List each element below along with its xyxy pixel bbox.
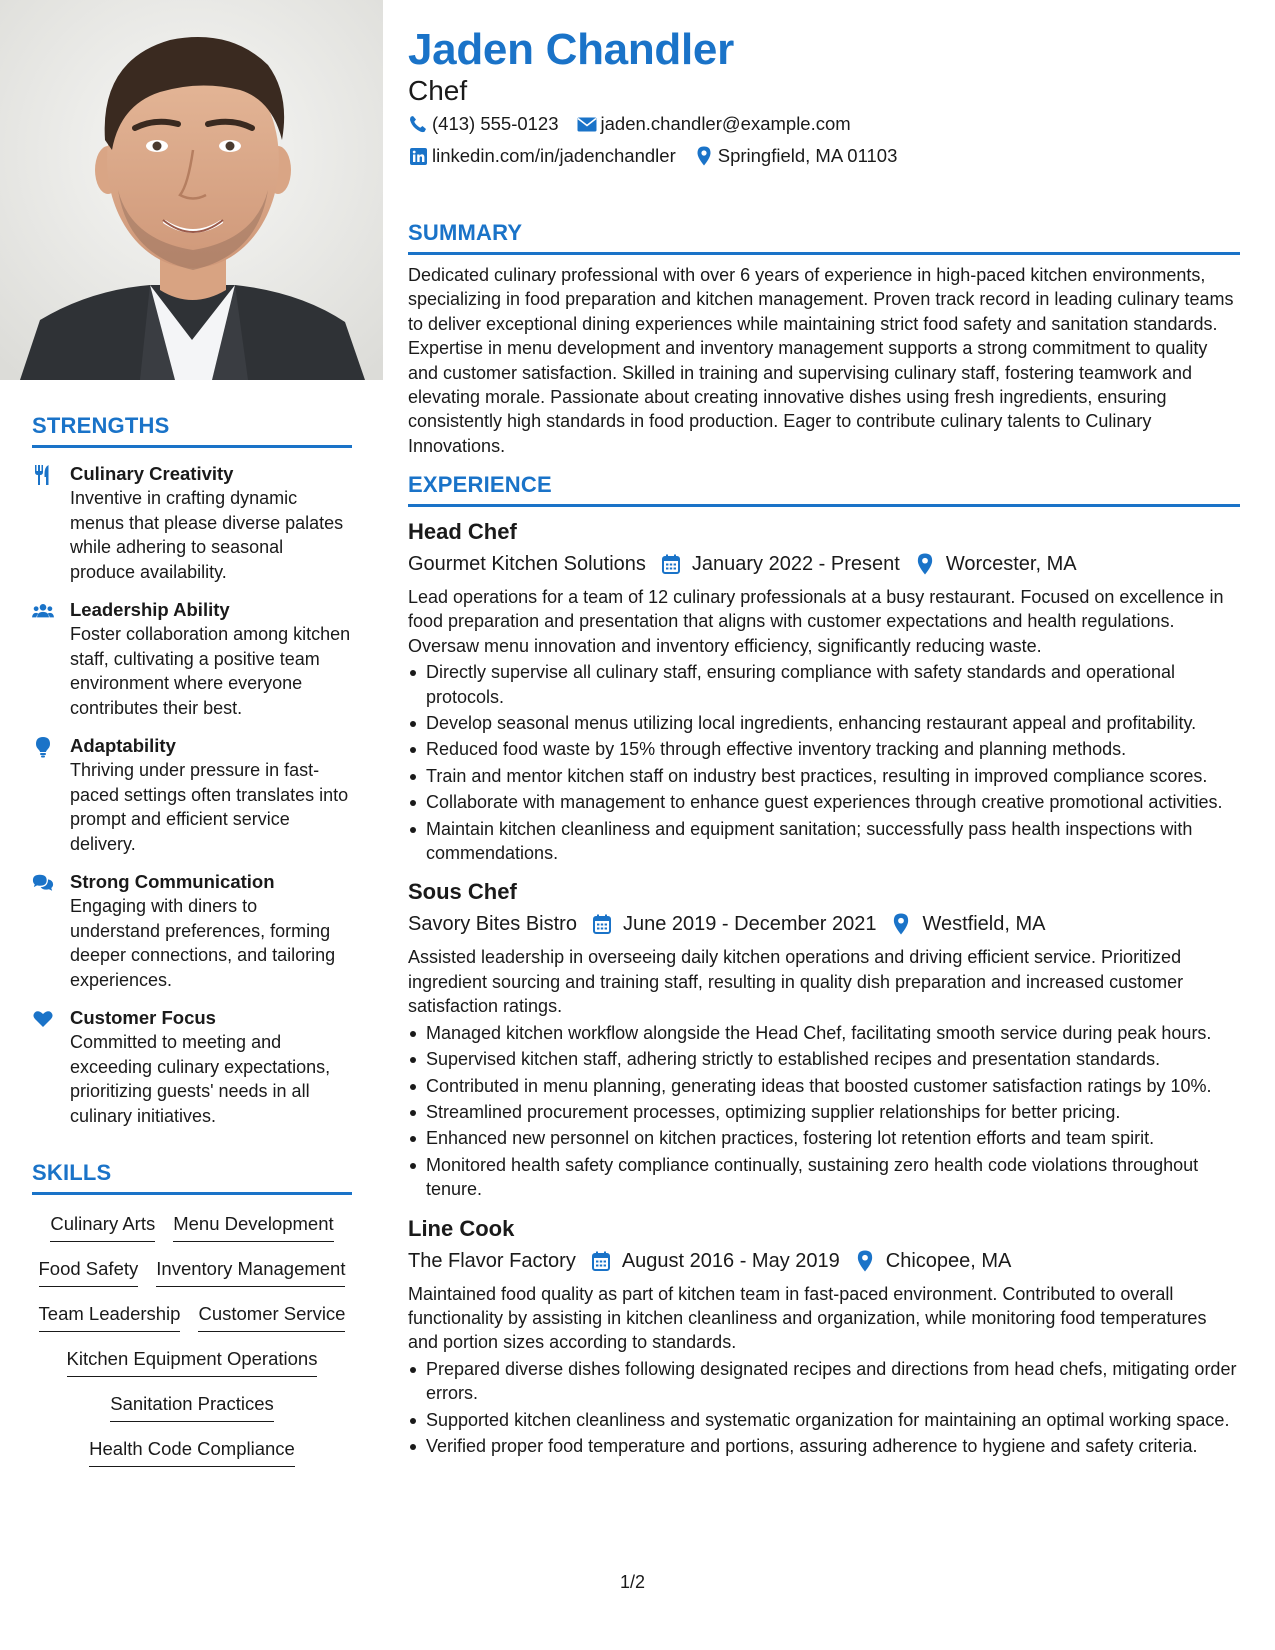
utensils-icon — [32, 464, 54, 486]
sidebar — [0, 0, 383, 1650]
strength-item — [32, 870, 352, 992]
strength-item — [32, 1006, 352, 1128]
profile-photo — [0, 0, 383, 380]
experience-section — [408, 472, 1240, 1458]
job-meta — [408, 549, 1240, 579]
job-bullet: Verified proper food temperature and portions, assuring adherence to hygiene and safety criteria. — [408, 1434, 1240, 1458]
comments-icon — [32, 872, 54, 894]
job-bullets — [408, 1021, 1240, 1202]
skill-tag: Food Safety — [39, 1250, 139, 1287]
job-bullet: Supported kitchen cleanliness and systematic organization for maintaining an optimal working space. — [408, 1408, 1240, 1432]
map-pin-icon — [854, 1250, 876, 1272]
map-pin-icon — [890, 913, 912, 935]
job-meta — [408, 1246, 1240, 1276]
job-bullet: Maintain kitchen cleanliness and equipment sanitation; successfully pass health inspections with commendations. — [408, 817, 1240, 866]
strength-desc: Inventive in crafting dynamic menus that please diverse palates while adhering to seasonal produce availability. — [70, 488, 344, 582]
job-bullet: Prepared diverse dishes following designated recipes and directions from head chefs, mitigating order errors. — [408, 1357, 1240, 1406]
job-description: Assisted leadership in overseeing daily kitchen operations and driving efficient service. Prioritized ingredient sourcing and training staff, resulting in quality dish preparation and increased customer satisfaction ratings. — [408, 947, 1184, 1017]
job-bullet: Reduced food waste by 15% through effective inventory tracking and planning methods. — [408, 737, 1240, 761]
calendar-icon — [590, 1250, 612, 1272]
job-company: The Flavor Factory — [408, 1249, 576, 1272]
job-entry — [408, 877, 1240, 1201]
contact-row — [408, 145, 915, 167]
job-bullet: Managed kitchen workflow alongside the Head Chef, facilitating smooth service during peak hours. — [408, 1021, 1240, 1045]
skill-tag: Inventory Management — [156, 1250, 345, 1287]
job-dates: January 2022 - Present — [691, 553, 900, 575]
job-bullet: Train and mentor kitchen staff on industry best practices, resulting in improved compliance scores. — [408, 764, 1240, 788]
job-bullet: Supervised kitchen staff, adhering strictly to established recipes and presentation standards. — [408, 1047, 1240, 1071]
phone-text: (413) 555-0123 — [432, 113, 559, 134]
summary-section — [408, 220, 1240, 458]
contact-row — [408, 113, 869, 135]
job-location: Worcester, MA — [945, 553, 1077, 575]
strength-desc: Engaging with diners to understand preferences, forming deeper connections, and tailoring experiences. — [70, 896, 336, 990]
job-bullets — [408, 660, 1240, 865]
summary-heading: SUMMARY — [408, 220, 1240, 255]
linkedin-icon — [408, 146, 428, 166]
strength-title: Adaptability — [70, 735, 176, 756]
phone-contact[interactable] — [408, 113, 559, 135]
map-pin-icon — [694, 146, 714, 166]
job-bullet: Monitored health safety compliance continually, sustaining zero health code violations throughout tenure. — [408, 1153, 1240, 1202]
job-meta — [408, 909, 1240, 939]
job-entry — [408, 517, 1240, 865]
skill-tag: Kitchen Equipment Operations — [67, 1340, 318, 1377]
skills-section — [32, 1160, 352, 1475]
calendar-icon — [660, 553, 682, 575]
experience-heading: EXPERIENCE — [408, 472, 1240, 507]
job-bullet: Enhanced new personnel on kitchen practices, fostering lot retention efforts and team spirit. — [408, 1126, 1240, 1150]
email-contact[interactable] — [577, 113, 851, 135]
job-role: Line Cook — [408, 1215, 515, 1241]
candidate-title: Chef — [408, 75, 468, 106]
job-location: Westfield, MA — [922, 913, 1046, 936]
job-location: Chicopee, MA — [885, 1249, 1012, 1272]
lightbulb-icon — [32, 736, 54, 758]
strengths-section — [32, 413, 352, 1128]
skills-heading: SKILLS — [32, 1160, 352, 1195]
job-description: Lead operations for a team of 12 culinary professionals at a busy restaurant. Focused on excellence in food preparation and presentation that aligns with customer expectations and health regulations. Oversaw menu innovation and inventory efficiency, significantly reducing waste. — [408, 587, 1224, 656]
job-company: Gourmet Kitchen Solutions — [408, 553, 646, 575]
strength-item — [32, 734, 352, 856]
strength-item — [32, 598, 352, 720]
job-bullet: Directly supervise all culinary staff, ensuring compliance with safety standards and operational protocols. — [408, 660, 1240, 709]
job-bullet: Streamlined procurement processes, optimizing supplier relationships for better pricing. — [408, 1100, 1240, 1124]
linkedin-contact[interactable] — [408, 145, 676, 167]
job-bullet: Develop seasonal menus utilizing local ingredients, enhancing restaurant appeal and profitability. — [408, 711, 1240, 735]
strength-title: Customer Focus — [70, 1007, 216, 1028]
email-text: jaden.chandler@example.com — [600, 113, 851, 134]
location-contact — [694, 145, 898, 167]
strength-desc: Committed to meeting and exceeding culinary expectations, prioritizing guests' needs in all culinary initiatives. — [70, 1032, 331, 1126]
job-entry — [408, 1214, 1240, 1459]
page-number: 1/2 — [620, 1572, 646, 1592]
phone-icon — [408, 114, 428, 134]
job-role: Head Chef — [408, 519, 517, 544]
job-company: Savory Bites Bistro — [408, 913, 577, 936]
strength-title: Culinary Creativity — [70, 463, 234, 484]
job-bullet: Collaborate with management to enhance guest experiences through creative promotional activities. — [408, 790, 1240, 814]
skill-tag: Health Code Compliance — [89, 1430, 295, 1467]
summary-text: Dedicated culinary professional with over 6 years of experience in high-paced kitchen environments, specializing in food preparation and kitchen management. Proven track record in leading culinary teams to deliver exceptional dining experiences while maintaining strict food safety and sanitation standards. Expertise in menu development and inventory management supports a strong commitment to quality and customer satisfaction. Skilled in training and supervising culinary staff, fostering teamwork and elevating morale. Passionate about creating innovative dishes using fresh ingredients, ensuring consistently high standards in food production. Eager to contribute culinary talents to Culinary Innovations. — [408, 265, 1234, 456]
strength-title: Strong Communication — [70, 871, 275, 892]
strengths-heading: STRENGTHS — [32, 413, 352, 448]
skills-list — [32, 1205, 352, 1475]
location-text: Springfield, MA 01103 — [717, 145, 898, 166]
job-bullets — [408, 1357, 1240, 1459]
strength-title: Leadership Ability — [70, 599, 230, 620]
map-pin-icon — [914, 553, 936, 575]
users-icon — [32, 600, 54, 622]
skill-tag: Menu Development — [173, 1205, 333, 1242]
strength-desc: Foster collaboration among kitchen staff, cultivating a positive team environment where everyone contributes their best. — [70, 624, 351, 718]
calendar-icon — [591, 913, 613, 935]
skill-tag: Customer Service — [198, 1295, 345, 1332]
candidate-name: Jaden Chandler — [408, 25, 734, 74]
heart-icon — [32, 1008, 54, 1030]
strength-desc: Thriving under pressure in fast-paced settings often translates into prompt and efficient service delivery. — [70, 760, 349, 854]
linkedin-text: linkedin.com/in/jadenchandler — [432, 145, 676, 166]
skill-tag: Culinary Arts — [50, 1205, 155, 1242]
job-bullet: Contributed in menu planning, generating ideas that boosted customer satisfaction ratings by 10%. — [408, 1074, 1240, 1098]
job-role: Sous Chef — [408, 879, 517, 905]
skill-tag: Team Leadership — [39, 1295, 181, 1332]
job-description: Maintained food quality as part of kitchen team in fast-paced environment. Contributed to overall functionality by assisting in kitchen cleanliness and organization, while monitoring food temperatures and portion sizes according to standards. — [408, 1283, 1207, 1353]
envelope-icon — [577, 114, 597, 134]
job-dates: August 2016 - May 2019 — [621, 1249, 840, 1272]
skill-tag: Sanitation Practices — [110, 1385, 274, 1422]
job-dates: June 2019 - December 2021 — [622, 913, 877, 936]
strength-item — [32, 462, 352, 584]
